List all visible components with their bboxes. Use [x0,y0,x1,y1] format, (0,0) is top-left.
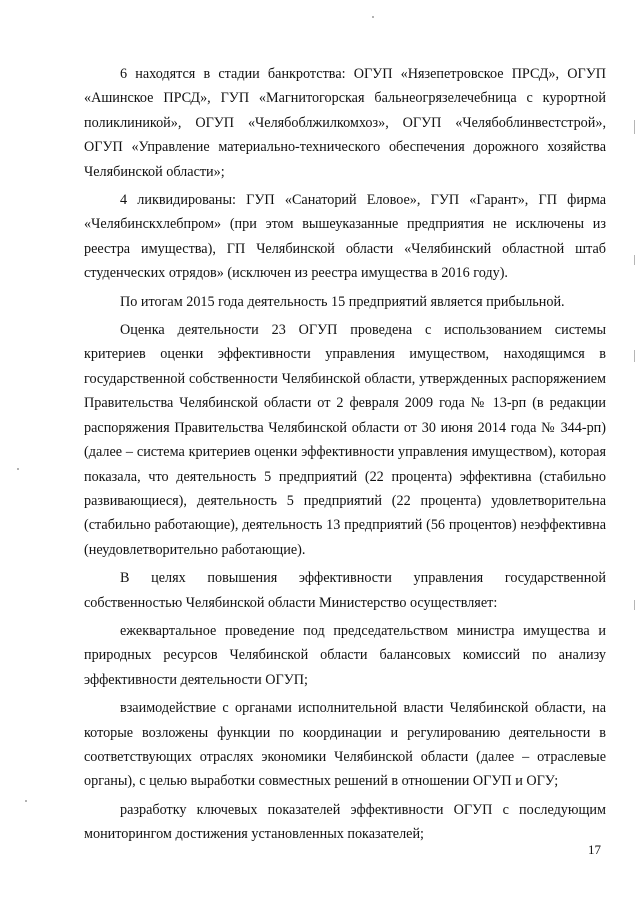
paragraph-liquidated-list: 4 ликвидированы: ГУП «Санаторий Еловое», ГУП «Гарант», ГП фирма «Челябинскхлебпром» (при этом вышеуказанные предприятия не исключены из реестра имущества), ГП Челябинской области «Челябинский областной штаб студенческих отрядов» (исключен из реестра имущества в 2016 году). [84,192,606,282]
scan-edge-mark [634,600,635,610]
paragraph-efficiency-assessment: Оценка деятельности 23 ОГУП проведена с использованием системы критериев оценки эффективности управления имуществом, находящимся в государственной собственности Челябинской области, утвержденных распоряжением Правительства Челябинской области от 2 февраля 2009 года № 13-рп (в редакции распоряжения Правительства Челябинской области от 30 июня 2014 года № 344-рп) (далее – система критериев оценки эффективности управления имуществом), которая показала, что деятельность 5 предприятий (22 процента) эффективна (стабильно развивающиеся), деятельность 5 предприятий (22 процента) удовлетворительна (стабильно работающие), деятельность 13 предприятий (56 процентов) неэффективна (неудовлетворительно работающие). [84,322,606,558]
page-number: 17 [588,842,601,857]
paragraph-profitable-2015: По итогам 2015 года деятельность 15 предприятий является прибыльной. [120,293,565,310]
document-body [84,62,606,851]
paragraph-bankruptcy-list: 6 находятся в стадии банкротства: ОГУП «Нязепетровское ПРСД», ОГУП «Ашинское ПРСД», ГУП «Магнитогорская бальнеогрязелечебница с курортной поликлиникой», ОГУП «Челябоблжилкомхоз», ОГУП «Челябоблинвестстрой», ОГУП «Управление материально-технического обеспечения дорожного хозяйства Челябинской области»; [84,66,606,180]
scan-speck [17,468,19,470]
paragraph-interaction-authorities: взаимодействие с органами исполнительной власти Челябинской области, на которые возложены функции по координации и регулированию деятельности в соответствующих отраслях экономики Челябинской области (далее – отраслевые органы), с целью выработки совместных решений в отношении ОГУП и ОГУ; [84,700,606,790]
paragraph-ministry-measures-intro: В целях повышения эффективности управления государственной собственностью Челябинской области Министерство осуществляет: [84,570,606,611]
scan-speck [372,16,374,18]
paragraph-balance-commissions: ежеквартальное проведение под председательством министра имущества и природных ресурсов Челябинской области балансовых комиссий по анализу эффективности деятельности ОГУП; [84,622,606,688]
scan-edge-mark [634,350,635,362]
scan-edge-mark [634,255,635,265]
scan-edge-mark [634,120,635,134]
paragraph-kpi-development: разработку ключевых показателей эффективности ОГУП с последующим мониторингом достижения установленных показателей; [84,801,606,843]
scan-speck [25,800,27,802]
